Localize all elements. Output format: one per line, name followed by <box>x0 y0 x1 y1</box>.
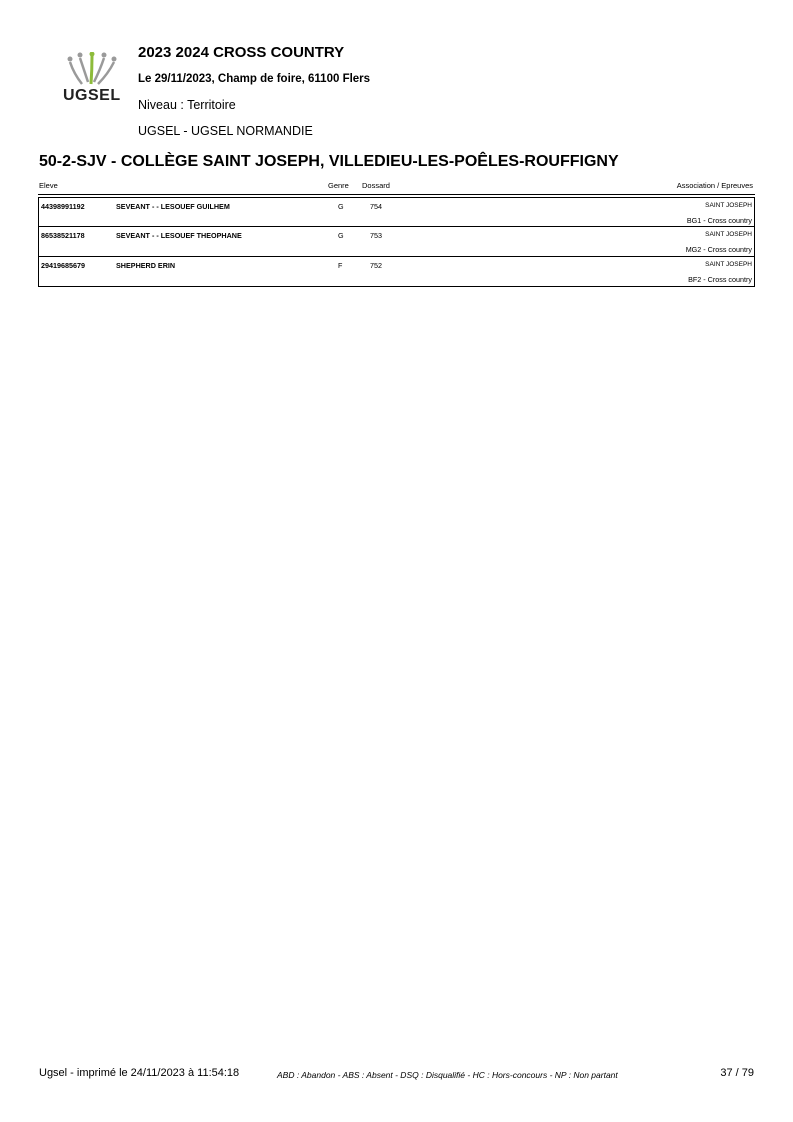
student-genre: F <box>338 261 343 270</box>
level-label: Niveau : Territoire <box>138 98 236 112</box>
student-genre: G <box>338 231 344 240</box>
student-name: SHEPHERD ERIN <box>116 261 176 270</box>
header-association: Association / Epreuves <box>676 181 753 190</box>
student-id: 29419685679 <box>41 261 85 270</box>
logo-text: UGSEL <box>63 87 121 104</box>
organisation-label: UGSEL - UGSEL NORMANDIE <box>138 124 313 138</box>
school-heading: 50-2-SJV - COLLÈGE SAINT JOSEPH, VILLEDIEU-LES-POÊLES-ROUFFIGNY <box>39 153 619 170</box>
student-epreuve: BF2 - Cross country <box>688 275 752 284</box>
student-association: SAINT JOSEPH <box>705 231 752 238</box>
student-dossard: 752 <box>370 261 382 270</box>
student-id: 86538521178 <box>41 231 85 240</box>
student-name: SEVEANT - - LESOUEF THEOPHANE <box>116 231 242 240</box>
student-table <box>38 197 755 287</box>
table-row <box>38 197 755 227</box>
header-genre: Genre <box>328 181 349 190</box>
page-number: 37 / 79 <box>720 1067 754 1079</box>
student-dossard: 754 <box>370 202 382 211</box>
header-eleve: Eleve <box>39 181 58 190</box>
student-genre: G <box>338 202 344 211</box>
student-dossard: 753 <box>370 231 382 240</box>
table-row <box>38 227 755 257</box>
table-row <box>38 257 755 287</box>
event-date-location: Le 29/11/2023, Champ de foire, 61100 Flers <box>138 73 371 85</box>
table-header <box>38 180 755 195</box>
page-title: 2023 2024 CROSS COUNTRY <box>138 44 345 61</box>
student-epreuve: MG2 - Cross country <box>685 245 752 254</box>
student-id: 44398991192 <box>41 202 85 211</box>
header-dossard: Dossard <box>362 181 390 190</box>
student-association: SAINT JOSEPH <box>705 202 752 209</box>
student-epreuve: BG1 - Cross country <box>686 216 752 225</box>
print-timestamp: Ugsel - imprimé le 24/11/2023 à 11:54:18 <box>39 1067 240 1079</box>
student-name: SEVEANT - - LESOUEF GUILHEM <box>116 202 230 211</box>
abbreviation-legend: ABD : Abandon - ABS : Absent - DSQ : Disqualifié - HC : Hors-concours - NP : Non partant <box>277 1070 618 1080</box>
student-association: SAINT JOSEPH <box>705 261 752 268</box>
